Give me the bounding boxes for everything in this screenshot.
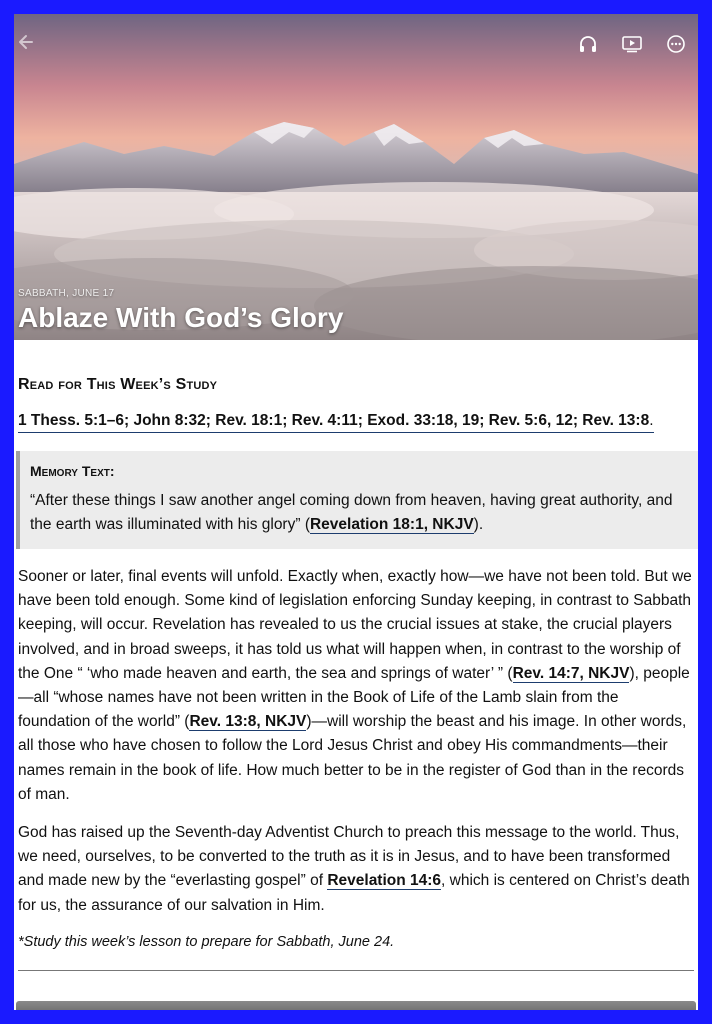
mountain-scene bbox=[14, 14, 698, 340]
video-button[interactable] bbox=[610, 32, 654, 56]
para1-text-b: ), people—all “whose names have not been written in the Book of Life of the Lamb slain from the foundation of the world” ( bbox=[18, 664, 690, 731]
back-button[interactable] bbox=[16, 32, 44, 56]
references-link[interactable] bbox=[18, 412, 654, 433]
memory-quote-text: “After these things I saw another angel coming down from heaven, having great authority, and the earth was illuminated with his glory” ( bbox=[30, 492, 673, 533]
read-references bbox=[18, 394, 694, 433]
play-video-icon bbox=[621, 35, 643, 53]
para1-text-a: Sooner or later, final events will unfold. Exactly when, exactly how—we have not been told. But we have been told enough. Some kind of legislation enforcing Sunday keeping, in contrast to Sabbath keeping, will occur. Revelation has revealed to us the crucial issues at stake, the crucial players involved, and in broad sweeps, it has told us what will happen when, in contrast to the worship of the One “ ‘who made heaven and earth, the sea and springs of water’ ” ( bbox=[18, 568, 692, 682]
lesson-date: SABBATH, JUNE 17 bbox=[18, 288, 115, 299]
study-footnote: *Study this week’s lesson to prepare for Sabbath, June 24. bbox=[18, 933, 395, 950]
toolbar-icons bbox=[566, 32, 698, 56]
more-options-button[interactable] bbox=[654, 32, 698, 56]
verse-link-rev-13-8[interactable]: Rev. 13:8, NKJV bbox=[189, 713, 307, 731]
lesson-title: Ablaze With God’s Glory bbox=[18, 302, 344, 333]
memory-text-label: Memory Text: bbox=[30, 463, 115, 479]
references-period: . bbox=[649, 412, 654, 429]
headphones-icon bbox=[578, 35, 598, 53]
para2-text-b: , which is centered on Christ’s death for us, the assurance of our salvation in Him. bbox=[18, 872, 690, 914]
para1-text-c: )—will worship the beast and his image. In other words, all those who have chosen to follow the Lord Jesus Christ and obey His commandments—their names remain in the book of life. How much better to be in the register of God than in the records of man. bbox=[18, 713, 687, 803]
references-text: 1 Thess. 5:1–6; John 8:32; Rev. 18:1; Rev. 4:11; Exod. 33:18, 19; Rev. 5:6, 12; Rev. 13:8 bbox=[18, 412, 650, 429]
body-paragraph-2 bbox=[18, 821, 694, 918]
para2-text-a: God has raised up the Seventh-day Adventist Church to preach this message to the world. Thus, we need, ourselves, to be converted to the truth as it is in Jesus, and to have been transformed and made new by the “everlasting gospel” of bbox=[18, 824, 680, 890]
memory-quote-closing: ). bbox=[473, 516, 484, 533]
memory-text-box bbox=[16, 451, 698, 549]
more-options-icon bbox=[666, 34, 686, 54]
audio-button[interactable] bbox=[566, 32, 610, 56]
hero-image bbox=[14, 14, 698, 340]
memory-verse-link[interactable]: Revelation 18:1, NKJV bbox=[309, 516, 474, 533]
read-section-heading: Read for This Week’s Study bbox=[18, 376, 218, 393]
app-frame bbox=[14, 14, 698, 1010]
memory-text-quote bbox=[30, 489, 684, 537]
verse-link-rev-14-6[interactable]: Revelation 14:6 bbox=[327, 872, 442, 890]
lesson-content bbox=[14, 376, 698, 971]
verse-link-rev-14-7[interactable]: Rev. 14:7, NKJV bbox=[512, 664, 630, 682]
body-paragraph-1 bbox=[18, 565, 694, 807]
arrow-left-icon bbox=[16, 32, 36, 52]
next-section-bar[interactable] bbox=[16, 1001, 696, 1010]
section-divider bbox=[18, 970, 694, 971]
